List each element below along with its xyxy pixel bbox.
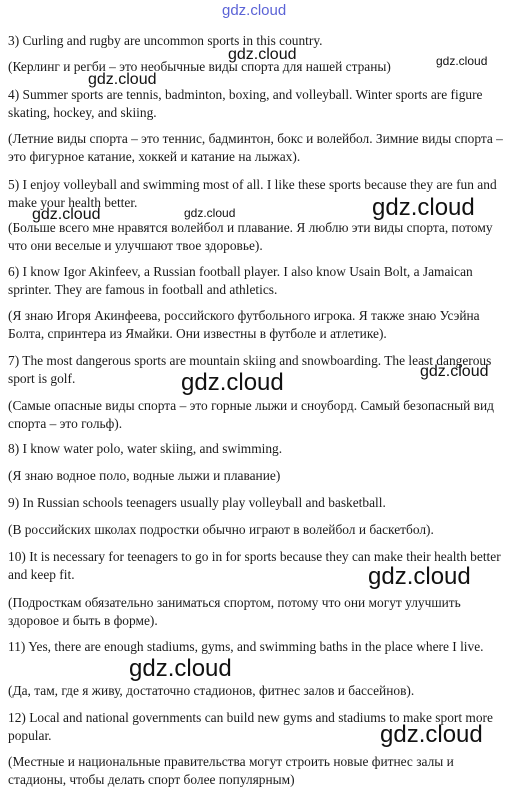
answer-7-english: 7) The most dangerous sports are mountain skiing and snowboarding. The least dangerous sport is golf. xyxy=(8,353,492,386)
answer-9-russian: (В российских школах подростки обычно играют в волейбол и баскетбол). xyxy=(8,522,434,537)
answer-4-russian: (Летние виды спорта – это теннис, бадминтон, бокс и волейбол. Зимние виды спорта – это фигурное катание, хоккей и катание на лыжах). xyxy=(8,131,503,164)
answer-5-russian: (Больше всего мне нравятся волейбол и плавание. Я люблю эти виды спорта, потому что они веселые и улучшают твое здоровье). xyxy=(8,220,493,253)
watermark-top: gdz.cloud xyxy=(222,2,287,19)
watermark: gdz.cloud xyxy=(32,206,101,223)
watermark: gdz.cloud xyxy=(380,721,483,748)
answer-11-russian: (Да, там, где я живу, достаточно стадионов, фитнес залов и бассейнов). xyxy=(8,683,415,698)
answer-6-russian: (Я знаю Игоря Акинфеева, российского футбольного игрока. Я также знаю Усэйна Болта, спринтера из Ямайки. Они известны в футболе и атлетике). xyxy=(8,308,480,341)
watermark: gdz.cloud xyxy=(181,369,284,396)
answer-3-russian: (Керлинг и регби – это необычные виды спорта для нашей страны) xyxy=(8,59,391,74)
watermark: gdz.cloud xyxy=(372,194,475,221)
answer-8-russian: (Я знаю водное поло, водные лыжи и плавание) xyxy=(8,468,281,483)
watermark: gdz.cloud xyxy=(129,655,232,682)
watermark: gdz.cloud xyxy=(368,563,471,590)
answer-3-english: 3) Curling and rugby are uncommon sports in this country. xyxy=(8,33,323,48)
watermark: gdz.cloud xyxy=(228,46,297,63)
watermark: gdz.cloud xyxy=(184,206,236,220)
answer-4-english: 4) Summer sports are tennis, badminton, boxing, and volleyball. Winter sports are figure skating, hockey, and skiing. xyxy=(8,87,483,120)
watermark: gdz.cloud xyxy=(436,54,488,68)
answer-8-english: 8) I know water polo, water skiing, and swimming. xyxy=(8,441,283,456)
answer-9-english: 9) In Russian schools teenagers usually play volleyball and basketball. xyxy=(8,495,386,510)
answer-12-english: 12) Local and national governments can build new gyms and stadiums to make sport more popular. xyxy=(8,710,493,743)
answer-10-english: 10) It is necessary for teenagers to go in for sports because they can make their health better and keep fit. xyxy=(8,549,501,582)
answer-10-russian: (Подросткам обязательно заниматься спортом, потому что они могут улучшить здоровое и быть в форме). xyxy=(8,595,461,628)
watermark: gdz.cloud xyxy=(88,71,157,88)
answer-6-english: 6) I know Igor Akinfeev, a Russian football player. I also know Usain Bolt, a Jamaican sprinter. They are famous in football and athletics. xyxy=(8,264,473,297)
watermark: gdz.cloud xyxy=(420,363,489,380)
answer-5-english: 5) I enjoy volleyball and swimming most of all. I like these sports because they are fun and make your health better. xyxy=(8,177,497,210)
answer-12-russian: (Местные и национальные правительства могут строить новые фитнес залы и стадионы, чтобы делать спорт более популярным) xyxy=(8,754,454,787)
answer-7-russian: (Самые опасные виды спорта – это горные лыжи и сноуборд. Самый безопасный вид спорта – это гольф). xyxy=(8,398,494,431)
answer-11-english: 11) Yes, there are enough stadiums, gyms, and swimming baths in the place where I live. xyxy=(8,639,484,654)
